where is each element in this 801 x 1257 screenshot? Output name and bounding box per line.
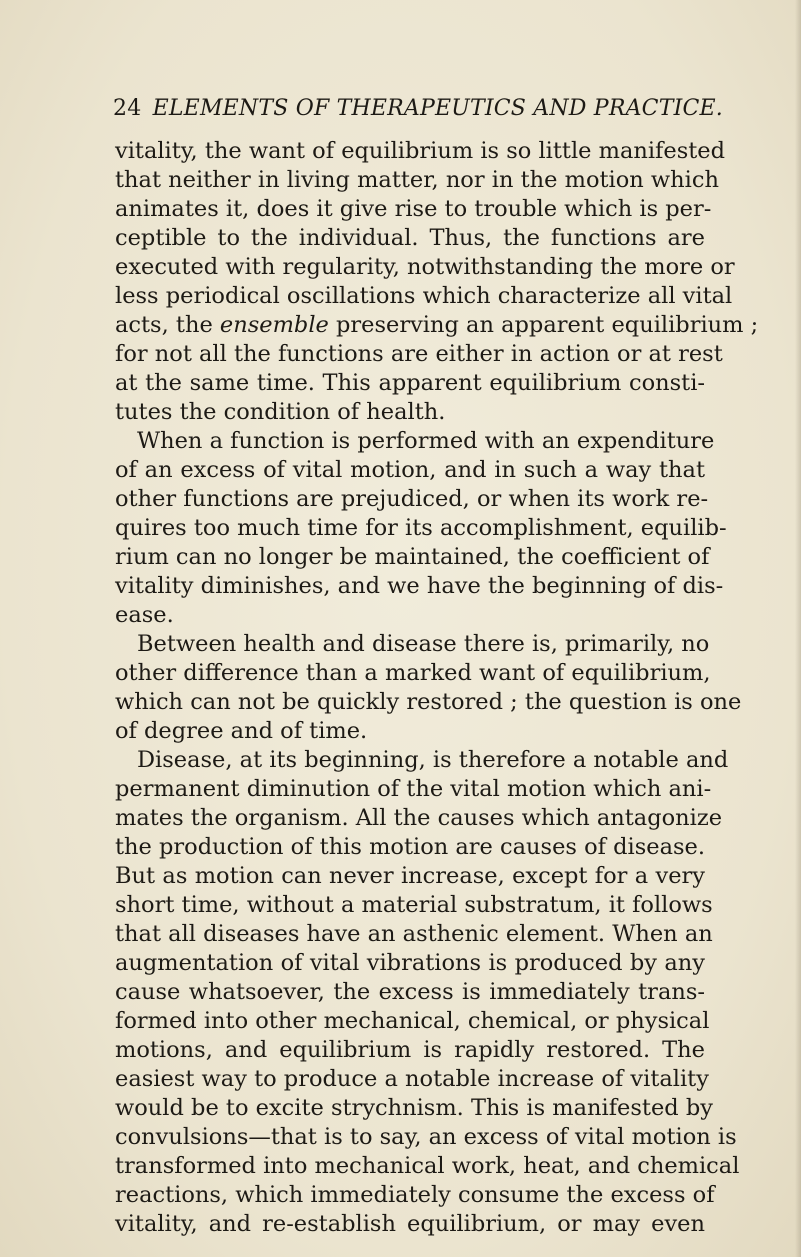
text-line: of an excess of vital motion, and in such a way that bbox=[115, 457, 705, 483]
running-header bbox=[113, 96, 723, 121]
text-line: formed into other mechanical, chemical, or physical bbox=[115, 1008, 710, 1034]
text-line: vitality, and re-establish equilibrium, or may even bbox=[115, 1211, 705, 1237]
text-line: ease. bbox=[115, 602, 174, 628]
page-number: 24 bbox=[113, 96, 142, 121]
text-line bbox=[115, 311, 759, 340]
text-line: less periodical oscillations which characterize all vital bbox=[115, 283, 733, 309]
text-line: animates it, does it give rise to trouble which is per- bbox=[115, 196, 712, 222]
text-line: permanent diminution of the vital motion which ani- bbox=[115, 776, 712, 802]
text-line: vitality, the want of equilibrium is so little manifested bbox=[115, 138, 726, 164]
text-line: of degree and of time. bbox=[115, 718, 368, 744]
text-line: vitality diminishes, and we have the beginning of dis- bbox=[115, 573, 724, 599]
text-line: rium can no longer be maintained, the coefficient of bbox=[115, 544, 710, 570]
text-line: augmentation of vital vibrations is produced by any bbox=[115, 950, 705, 976]
text-fragment: preserving an apparent equilibrium ; bbox=[328, 312, 759, 338]
text-line: would be to excite strychnism. This is manifested by bbox=[115, 1095, 713, 1121]
text-line: other functions are prejudiced, or when its work re- bbox=[115, 486, 709, 512]
running-title: ELEMENTS OF THERAPEUTICS AND PRACTICE. bbox=[152, 96, 723, 121]
text-line: ceptible to the individual. Thus, the functions are bbox=[115, 225, 705, 251]
italic-term: ensemble bbox=[219, 312, 329, 338]
text-line: reactions, which immediately consume the excess of bbox=[115, 1182, 715, 1208]
paragraph-start: Disease, at its beginning, is therefore a notable and bbox=[137, 747, 729, 773]
text-line: the production of this motion are causes of disease. bbox=[115, 834, 706, 860]
page-edge-shadow bbox=[795, 0, 801, 1257]
text-line: easiest way to produce a notable increase of vitality bbox=[115, 1066, 709, 1092]
text-line: But as motion can never increase, except for a very bbox=[115, 863, 705, 889]
body-text bbox=[115, 137, 759, 1239]
text-line: motions, and equilibrium is rapidly restored. The bbox=[115, 1037, 705, 1063]
text-line: convulsions—that is to say, an excess of vital motion is bbox=[115, 1124, 737, 1150]
paragraph-start: Between health and disease there is, primarily, no bbox=[137, 631, 710, 657]
text-line: for not all the functions are either in action or at rest bbox=[115, 341, 723, 367]
text-line: cause whatsoever, the excess is immediately trans- bbox=[115, 979, 705, 1005]
text-line: mates the organism. All the causes which antagonize bbox=[115, 805, 723, 831]
text-line: at the same time. This apparent equilibrium consti- bbox=[115, 370, 705, 396]
text-line: quires too much time for its accomplishment, equilib- bbox=[115, 515, 727, 541]
text-fragment: acts, the bbox=[115, 312, 220, 338]
paragraph-start: When a function is performed with an expenditure bbox=[137, 428, 715, 454]
text-line: short time, without a material substratum, it follows bbox=[115, 892, 713, 918]
text-line: that all diseases have an asthenic element. When an bbox=[115, 921, 713, 947]
text-line: that neither in living matter, nor in the motion which bbox=[115, 167, 719, 193]
text-line: transformed into mechanical work, heat, and chemical bbox=[115, 1153, 740, 1179]
text-line: tutes the condition of health. bbox=[115, 399, 446, 425]
text-line: other difference than a marked want of equilibrium, bbox=[115, 660, 711, 686]
text-line: which can not be quickly restored ; the question is one bbox=[115, 689, 742, 715]
text-line: executed with regularity, notwithstanding the more or bbox=[115, 254, 735, 280]
